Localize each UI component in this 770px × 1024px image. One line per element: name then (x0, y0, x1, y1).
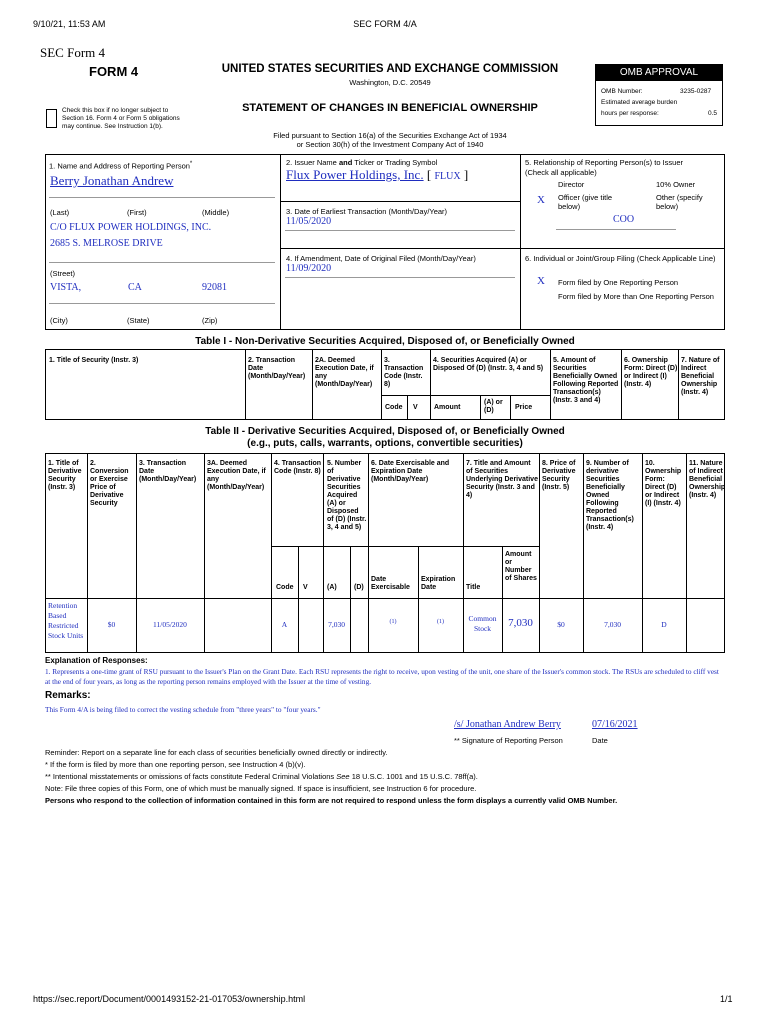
signature-date: 07/16/2021 (592, 719, 638, 730)
t2-h4: 4. Transaction Code (Instr. 8) (274, 460, 322, 475)
sec-form-label: SEC Form 4 (40, 45, 106, 60)
box5-sub: (Check all applicable) (525, 168, 597, 177)
t2-a: (A) (327, 584, 337, 591)
filing-mark[interactable]: X (537, 275, 545, 287)
filed-pursuant-1: Filed pursuant to Section 16(a) of the Securities Exchange Act of 1934 (273, 131, 507, 140)
city-value: VISTA, (50, 282, 82, 293)
remarks-label: Remarks: (45, 690, 91, 701)
other-label: Other (specify below) (656, 193, 703, 211)
form-title: FORM 4 (89, 64, 139, 79)
t1-h6: 6. Ownership Form: Direct (D) or Indirect (I) (Instr. 4) (624, 357, 678, 388)
box6-label: 6. Individual or Joint/Group Filing (Check Applicable Line) (525, 254, 716, 263)
issuer-line: Flux Power Holdings, Inc. [ FLUX ] (286, 167, 469, 182)
t2-row-owned: 7,030 (604, 620, 621, 629)
t2-row-price: $0 (107, 620, 116, 629)
t2-row-security: Retention Based Restricted Stock Units (48, 601, 84, 640)
table2-title-2: (e.g., puts, calls, warrants, options, convertible securities) (247, 438, 523, 449)
t2-h5: 5. Number of Derivative Securities Acquired (A) or Disposed of (D) (Instr. 3, 4 and 5) (327, 460, 367, 531)
t1-h2: 2. Transaction Date (Month/Day/Year) (248, 357, 306, 380)
label-state: (State) (127, 316, 150, 325)
officer-mark[interactable]: X (537, 194, 545, 206)
t2-h8: 8. Price of Derivative Security (Instr. 5) (542, 460, 576, 491)
filed-pursuant-2: or Section 30(h) of the Investment Company Act of 1940 (296, 140, 484, 149)
t2-row-date: 11/05/2020 (153, 620, 187, 629)
omb-hours-label: hours per response: (601, 110, 659, 117)
t2-h6: 6. Date Exercisable and Expiration Date (Month/Day/Year) (371, 460, 450, 483)
label-street: (Street) (50, 269, 76, 278)
statement-title: STATEMENT OF CHANGES IN BENEFICIAL OWNERSHIP (242, 102, 538, 114)
issuer-name[interactable]: Flux Power Holdings, Inc. (286, 167, 424, 182)
t1-h2a: 2A. Deemed Execution Date, if any (Month/Day/Year) (315, 357, 374, 388)
t2-row-form: D (661, 620, 667, 629)
t2-h1: 1. Title of Derivative Security (Instr. 3) (48, 460, 82, 491)
note-violations: ** Intentional misstatements or omissions of facts constitute Federal Criminal Violations See 18 U.S.C. 1001 and 15 U.S.C. 78ff(a). (45, 772, 478, 781)
box3-label: 3. Date of Earliest Transaction (Month/Day/Year) (286, 207, 448, 216)
omb-number-label: OMB Number: (601, 88, 643, 95)
reminder-text: Reminder: Report on a separate line for each class of securities beneficially owned directly or indirectly. (45, 748, 388, 757)
explanation-label: Explanation of Responses: (45, 656, 148, 665)
label-middle: (Middle) (202, 208, 230, 217)
t2-title: Title (466, 584, 481, 591)
checkbox-section16[interactable] (46, 109, 57, 128)
label-city: (City) (50, 316, 68, 325)
t2-date-ex: Date Exercisable (371, 576, 410, 591)
filed-by-one-label: Form filed by One Reporting Person (558, 278, 679, 287)
t1-h4: 4. Securities Acquired (A) or Disposed Of (D) (Instr. 3, 4 and 5) (433, 357, 544, 372)
label-zip: (Zip) (202, 316, 218, 325)
date-label: Date (592, 736, 608, 745)
print-page-number: 1/1 (720, 994, 733, 1004)
ticker-symbol: FLUX (434, 171, 461, 182)
t2-h9: 9. Number of derivative Securities Beneficially Owned Following Reported Transaction(s) (Instr. 4) (586, 460, 634, 531)
remarks-text: This Form 4/A is being filed to correct the vesting schedule from "three years" to "four years." (45, 705, 321, 714)
omb-number: 3235-0287 (680, 88, 712, 95)
t2-code: Code (276, 584, 294, 591)
omb-burden-label: Estimated average burden (601, 99, 678, 106)
table2-title-1: Table II - Derivative Securities Acquired, Disposed of, or Beneficially Owned (205, 426, 565, 437)
t1-h3: 3. Transaction Code (Instr. 8) (384, 357, 424, 388)
director-label: Director (558, 180, 585, 189)
ten-percent-owner-label: 10% Owner (656, 180, 696, 189)
t2-h2: 2. Conversion or Exercise Price of Derivative Security (90, 460, 129, 507)
t2-row-a: 7,030 (328, 620, 345, 629)
amendment-date: 11/09/2020 (286, 263, 332, 274)
box5-label: 5. Relationship of Reporting Person(s) to Issuer (525, 158, 683, 167)
zip-value: 92081 (202, 282, 227, 293)
t2-d: (D) (354, 584, 364, 591)
agency-location: Washington, D.C. 20549 (349, 78, 431, 87)
signature-label: ** Signature of Reporting Person (454, 736, 563, 745)
print-datetime: 9/10/21, 11:53 AM (33, 19, 106, 29)
t2-exp: Expiration Date (421, 576, 456, 591)
box1-label: 1. Name and Address of Reporting Person* (49, 161, 193, 171)
t1-aord: (A) or (D) (484, 399, 503, 414)
t2-row-date-ex: (1) (389, 619, 397, 625)
earliest-transaction-date: 11/05/2020 (286, 216, 332, 227)
reporting-person-name[interactable]: Berry Jonathan Andrew (50, 173, 174, 188)
t1-amount: Amount (434, 404, 461, 411)
explanation-text: 1. Represents a one-time grant of RSU pursuant to the Issuer's Plan on the Grant Date. Each RSU represents the right to receive, upon vesting of the unit, one share of the Issuer's common stock. The RSUs are scheduled to cliff vest at the end of four years, as long as the reporting person remains employed with the Issuer at the time of vesting. (45, 667, 719, 686)
state-value: CA (128, 282, 142, 293)
agency-title: UNITED STATES SECURITIES AND EXCHANGE COMMISSION (221, 63, 559, 75)
t2-h11: 11. Nature of Indirect Beneficial Ownership (Instr. 4) (689, 460, 726, 499)
t1-h1: 1. Title of Security (Instr. 3) (49, 357, 139, 364)
t2-amount-num: Amount or Number of Shares (505, 551, 537, 582)
checkbox-note: Check this box if no longer subject to Section 16. Form 4 or Form 5 obligations may continue. See Instruction 1(b). (62, 107, 180, 130)
signature: /s/ Jonathan Andrew Berry (454, 719, 561, 730)
t2-row-title: Common Stock (468, 614, 497, 633)
note-copies: Note: File three copies of this Form, one of which must be manually signed. If space is insufficient, see Instruction 6 for procedure. (45, 784, 477, 793)
address-line-1: C/O FLUX POWER HOLDINGS, INC. (50, 222, 212, 233)
table1-title: Table I - Non-Derivative Securities Acquired, Disposed of, or Beneficially Owned (195, 336, 575, 347)
t2-h10: 10. Ownership Form: Direct (D) or Indirect (I) (Instr. 4) (645, 460, 682, 507)
persons-note: Persons who respond to the collection of information contained in this form are not required to respond unless the form displays a currently valid OMB Number. (45, 796, 618, 805)
omb-title: OMB APPROVAL (596, 65, 722, 81)
t2-row-deriv-price: $0 (557, 620, 565, 629)
t1-code: Code (385, 404, 403, 411)
label-last: (Last) (50, 208, 70, 217)
print-page-title: SEC FORM 4/A (353, 19, 417, 29)
print-url: https://sec.report/Document/0001493152-21-017053/ownership.html (33, 994, 306, 1004)
box4-label: 4. If Amendment, Date of Original Filed (Month/Day/Year) (286, 254, 476, 263)
filed-by-more-label: Form filed by More than One Reporting Person (558, 292, 714, 301)
t2-h3a: 3A. Deemed Execution Date, if any (Month/Day/Year) (207, 460, 266, 491)
t1-v: V (413, 404, 418, 411)
address-line-2: 2685 S. MELROSE DRIVE (50, 238, 163, 249)
t2-row-exp: (1) (437, 619, 444, 625)
t2-h7: 7. Title and Amount of Securities Underlying Derivative Security (Instr. 3 and 4) (466, 460, 538, 499)
t1-price: Price (515, 404, 533, 411)
t2-h3: 3. Transaction Date (Month/Day/Year) (139, 460, 197, 483)
t1-h5: 5. Amount of Securities Beneficially Owned Following Reported Transaction(s) (Instr. 3 and 4) (553, 357, 619, 404)
officer-title: COO (613, 214, 635, 225)
omb-hours: 0.5 (708, 110, 718, 117)
officer-label: Officer (give title below) (558, 193, 613, 211)
t2-v: V (303, 584, 308, 591)
t2-row-code: A (281, 620, 288, 629)
label-first: (First) (127, 208, 147, 217)
box2-label: 2. Issuer Name and Ticker or Trading Symbol (286, 158, 438, 167)
t2-row-shares: 7,030 (508, 617, 533, 629)
note-multiple-persons: * If the form is filed by more than one reporting person, see Instruction 4 (b)(v). (45, 760, 306, 769)
t1-h7: 7. Nature of Indirect Beneficial Ownership (Instr. 4) (681, 357, 720, 396)
